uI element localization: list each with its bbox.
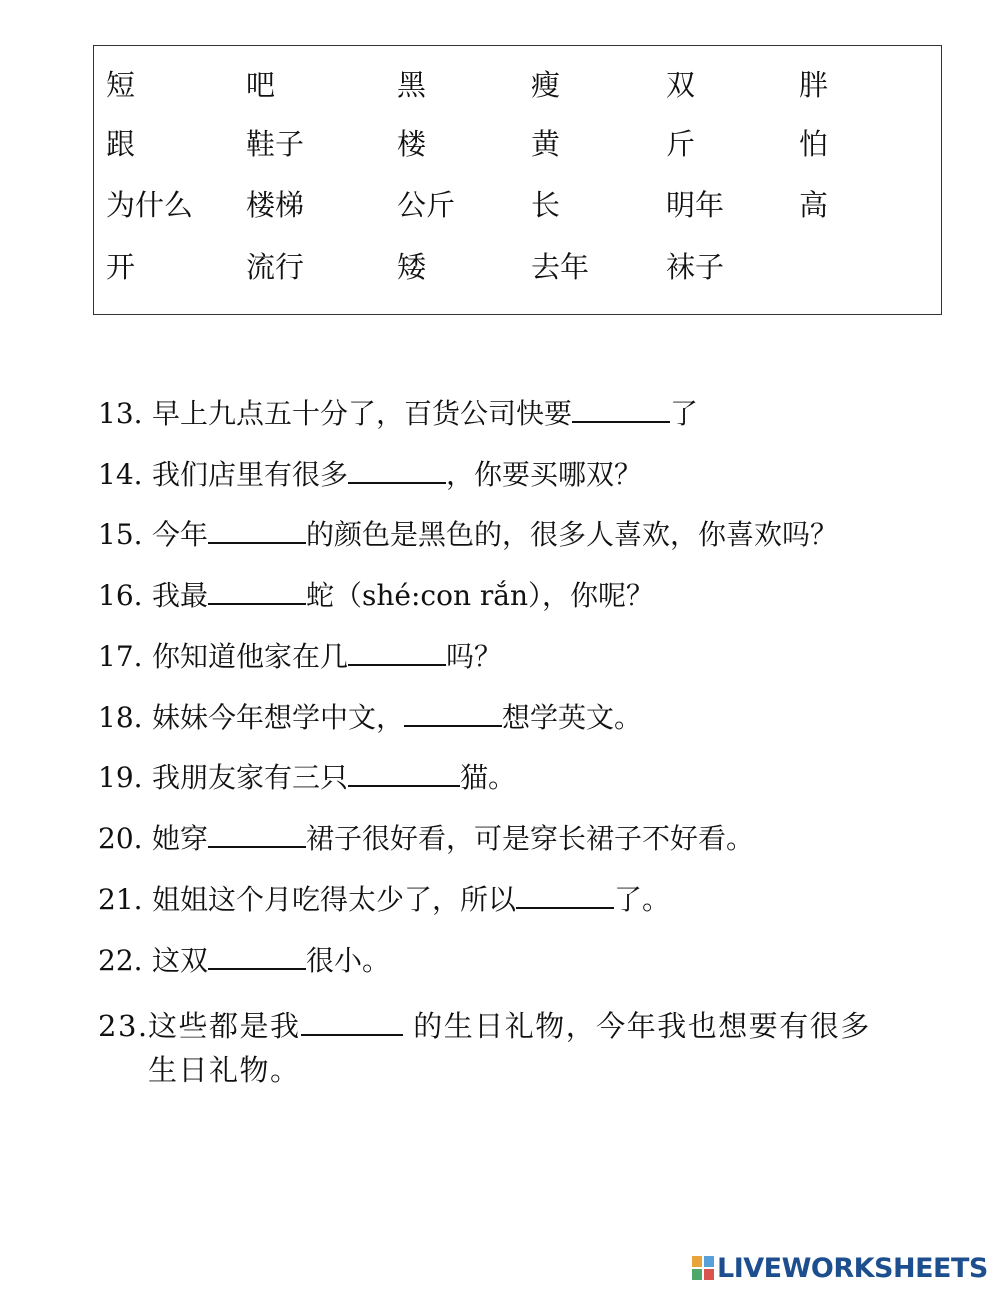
question-text-before: 早上九点五十分了，百货公司快要 [152, 397, 573, 430]
word-bank-item: 怕 [799, 127, 829, 161]
question-23 [98, 1004, 871, 1092]
word-bank-item: 黄 [531, 127, 561, 161]
question-text-before: 我最 [152, 579, 209, 612]
word-bank-item: 跟 [106, 127, 136, 161]
question-text-before: 这些都是我 [148, 1009, 301, 1043]
word-bank-box [93, 45, 942, 315]
word-bank-item: 斤 [666, 127, 696, 161]
question-text-before: 妹妹今年想学中文， [152, 701, 405, 734]
question-number: 17. [98, 640, 143, 673]
question-14 [98, 454, 642, 493]
answer-blank-16[interactable] [208, 575, 306, 605]
word-bank-item: 吧 [246, 68, 276, 102]
answer-blank-18[interactable] [404, 697, 502, 727]
question-17 [98, 636, 502, 675]
question-number: 20. [98, 822, 143, 855]
question-text-before: 她穿 [152, 822, 209, 855]
question-number: 23. [98, 1009, 149, 1043]
question-text-after: ，你要买哪双？ [446, 458, 643, 491]
word-bank-item: 胖 [799, 68, 829, 102]
answer-blank-22[interactable] [208, 940, 306, 970]
question-19 [98, 757, 516, 796]
answer-blank-15[interactable] [208, 514, 306, 544]
word-bank-item: 流行 [246, 250, 305, 284]
word-bank-item: 楼梯 [246, 188, 305, 222]
word-bank-item: 开 [106, 250, 136, 284]
liveworksheets-logo-icon [692, 1256, 714, 1280]
word-bank-item: 明年 [666, 188, 725, 222]
word-bank-item: 为什么 [106, 188, 194, 222]
question-number: 22. [98, 944, 143, 977]
word-bank-item: 公斤 [397, 188, 456, 222]
question-number: 19. [98, 761, 143, 794]
question-number: 16. [98, 579, 143, 612]
question-text-after: 想学英文。 [502, 701, 643, 734]
word-bank-item: 矮 [397, 250, 427, 284]
word-bank-item: 短 [106, 68, 136, 102]
question-text-after: 很小。 [306, 944, 391, 977]
question-text-after: 的生日礼物，今年我也想要有很多 [402, 1009, 871, 1043]
question-20 [98, 818, 754, 857]
question-text-after: 裙子很好看，可是穿长裙子不好看。 [306, 822, 755, 855]
question-text-continued: 生日礼物。 [148, 1053, 301, 1087]
question-text-after: 猫。 [460, 761, 517, 794]
question-text-after: 吗？ [446, 640, 503, 673]
word-bank-item: 黑 [397, 68, 427, 102]
question-21 [98, 879, 670, 918]
question-text-before: 今年 [152, 518, 209, 551]
question-text-after: 蛇（shé:con rắn），你呢？ [306, 579, 655, 612]
logo-text: LIVEWORKSHEETS [717, 1252, 988, 1284]
answer-blank-19[interactable] [348, 757, 460, 787]
question-22 [98, 940, 390, 979]
question-number: 18. [98, 701, 143, 734]
question-number: 15. [98, 518, 143, 551]
answer-blank-20[interactable] [208, 818, 306, 848]
question-13 [98, 393, 698, 432]
question-text-after: 的颜色是黑色的，很多人喜欢，你喜欢吗？ [306, 518, 839, 551]
question-number: 21. [98, 883, 143, 916]
question-text-before: 我们店里有很多 [152, 458, 349, 491]
question-text-before: 你知道他家在几 [152, 640, 349, 673]
answer-blank-13[interactable] [572, 393, 670, 423]
word-bank-item: 长 [531, 188, 561, 222]
question-text-after: 了 [670, 397, 699, 430]
answer-blank-17[interactable] [348, 636, 446, 666]
word-bank-item: 楼 [397, 127, 427, 161]
word-bank-item: 鞋子 [246, 127, 305, 161]
word-bank-item: 袜子 [666, 250, 725, 284]
answer-blank-23[interactable] [301, 1006, 403, 1036]
question-15 [98, 514, 838, 553]
question-16 [98, 575, 654, 614]
question-text-before: 这双 [152, 944, 209, 977]
question-number: 13. [98, 397, 143, 430]
question-text-before: 姐姐这个月吃得太少了，所以 [152, 883, 517, 916]
word-bank-item: 双 [666, 68, 696, 102]
answer-blank-14[interactable] [348, 454, 446, 484]
word-bank-item: 瘦 [531, 68, 561, 102]
question-18 [98, 697, 642, 736]
liveworksheets-logo [692, 1253, 988, 1283]
word-bank-item: 去年 [531, 250, 590, 284]
question-number: 14. [98, 458, 143, 491]
answer-blank-21[interactable] [516, 879, 614, 909]
question-text-after: 了。 [614, 883, 671, 916]
question-text-before: 我朋友家有三只 [152, 761, 349, 794]
word-bank-item: 高 [799, 188, 829, 222]
